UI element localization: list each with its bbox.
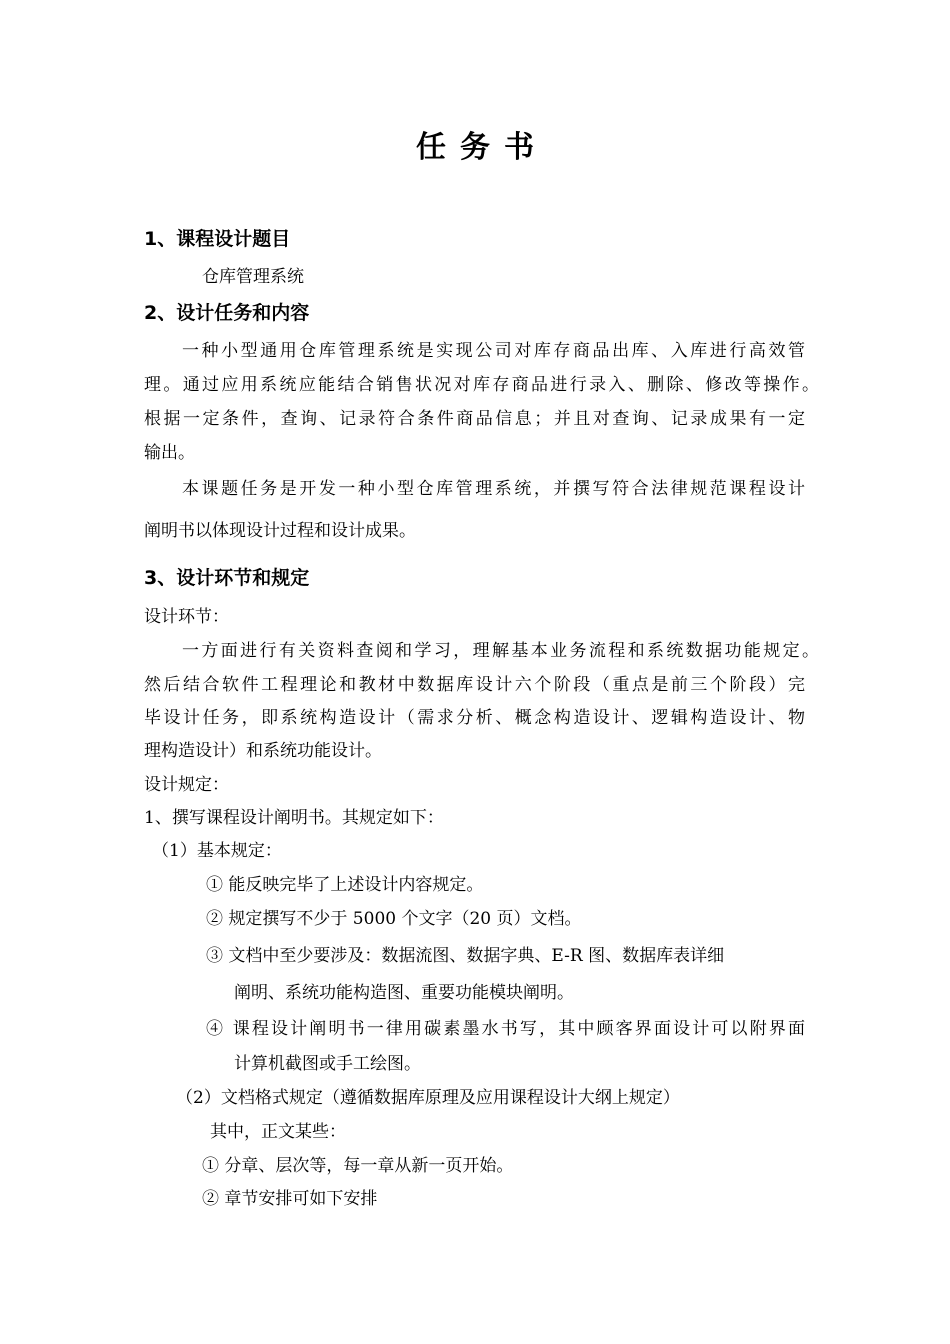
section-1-body: 仓库管理系统	[202, 267, 304, 287]
section-3-line: （2）文档格式规定（遵循数据库原理及应用课程设计大纲上规定）	[176, 1088, 680, 1108]
section-3-line: （1）基本规定：	[152, 841, 282, 861]
section-3-line: ② 规定撰写不少于 5000 个文字（20 页）文档。	[206, 909, 582, 929]
document-title: 任务书	[416, 130, 548, 165]
section-3-line: ① 分章、层次等，每一章从新一页开始。	[202, 1156, 514, 1176]
section-2-line: 一种小型通用仓库管理系统是实现公司对库存商品出库、入库进行高效管	[182, 341, 805, 361]
section-3-line: 其中，正文某些：	[210, 1122, 346, 1142]
section-2-line: 理。通过应用系统应能结合销售状况对库存商品进行录入、删除、修改等操作。	[144, 375, 819, 395]
section-3-line: 毕设计任务，即系统构造设计（需求分析、概念构造设计、逻辑构造设计、物	[144, 708, 805, 728]
section-2-line: 根据一定条件，查询、记录符合条件商品信息；并且对查询、记录成果有一定	[144, 409, 805, 429]
section-3-line: 然后结合软件工程理论和教材中数据库设计六个阶段（重点是前三个阶段）完	[144, 675, 805, 695]
section-heading-1: 1、课程设计题目	[144, 228, 291, 250]
section-3-line: 一方面进行有关资料查阅和学习，理解基本业务流程和系统数据功能规定。	[182, 641, 819, 661]
section-2-line: 本课题任务是开发一种小型仓库管理系统，并撰写符合法律规范课程设计	[182, 479, 805, 499]
section-2-line: 输出。	[144, 443, 195, 463]
section-heading-3: 3、设计环节和规定	[144, 567, 310, 589]
section-3-line: 理构造设计）和系统功能设计。	[144, 741, 382, 761]
section-2-line: 阐明书以体现设计过程和设计成果。	[144, 521, 416, 541]
section-3-line: 设计规定：	[144, 775, 229, 795]
section-3-line: ① 能反映完毕了上述设计内容规定。	[206, 875, 484, 895]
section-3-line: ③ 文档中至少要涉及：数据流图、数据字典、E-R 图、数据库表详细	[206, 946, 725, 966]
section-3-line: ② 章节安排可如下安排	[202, 1189, 378, 1209]
section-3-line: 1、撰写课程设计阐明书。其规定如下：	[144, 808, 444, 828]
section-3-line: 设计环节：	[144, 607, 229, 627]
section-3-line: ④ 课程设计阐明书一律用碳素墨水书写，其中顾客界面设计可以附界面	[206, 1019, 805, 1039]
section-3-line: 计算机截图或手工绘图。	[234, 1054, 421, 1074]
section-heading-2: 2、设计任务和内容	[144, 302, 310, 324]
section-3-line: 阐明、系统功能构造图、重要功能模块阐明。	[234, 983, 574, 1003]
